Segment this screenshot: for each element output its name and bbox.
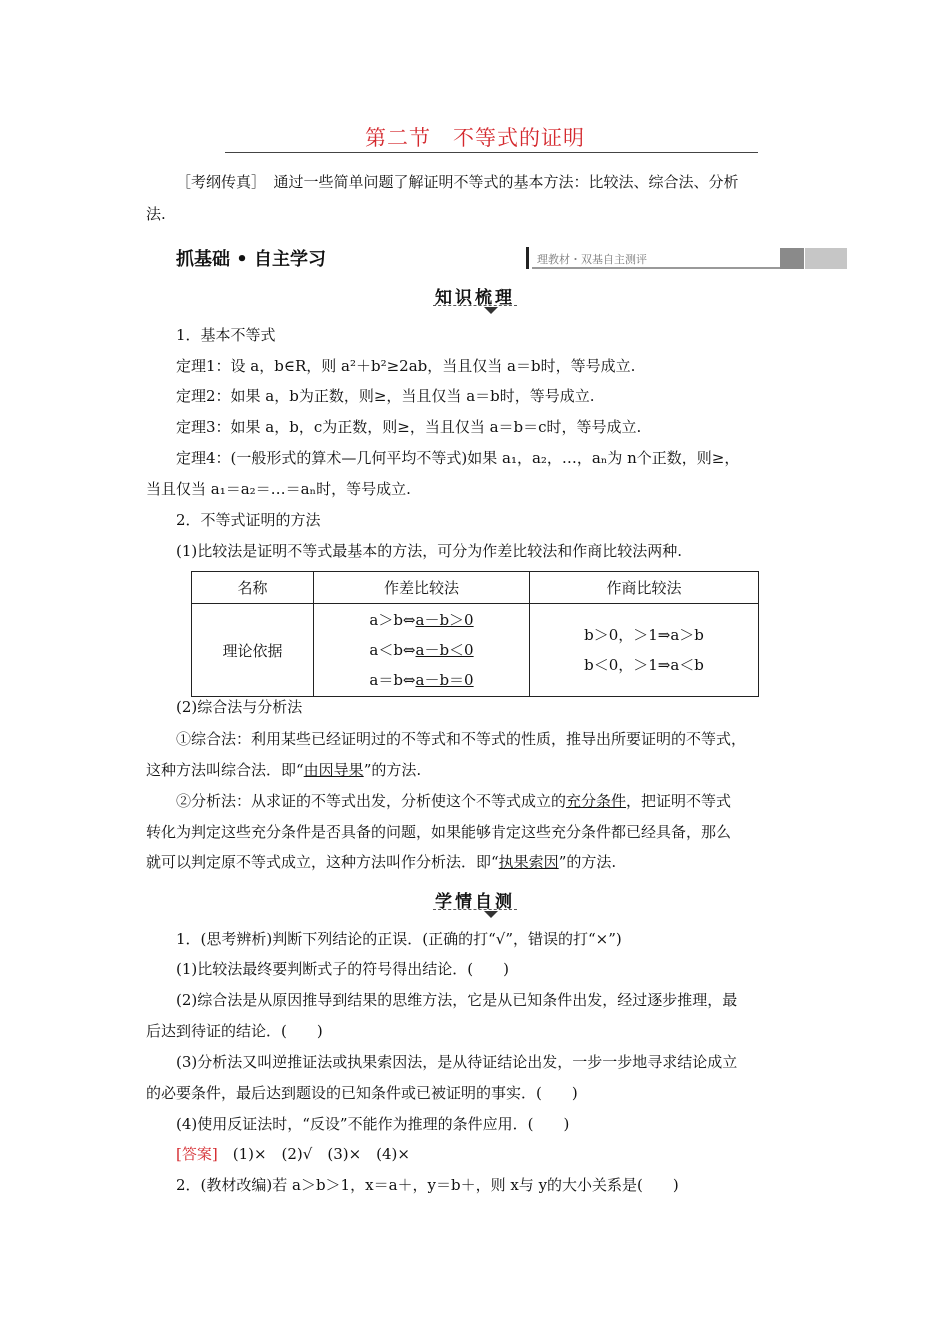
section-title-knowledge: 知识梳理 bbox=[435, 288, 515, 308]
analysis-line-1: ②分析法：从求证的不等式出发，分析使这个不等式成立的充分条件，把证明不等式 bbox=[176, 792, 732, 810]
table-header-quotient: 作商比较法 bbox=[530, 572, 759, 604]
question-2: 2．(教材改编)若 a＞b＞1，x＝a＋，y＝b＋，则 x与 y的大小关系是( ) bbox=[176, 1176, 679, 1194]
cause-to-effect-term: 由因导果 bbox=[303, 761, 364, 779]
answer-line bbox=[176, 1143, 410, 1165]
title-underline bbox=[225, 152, 758, 153]
question-1-2-line-2: 后达到待证的结论．( ) bbox=[146, 1022, 323, 1040]
section-banner bbox=[176, 245, 847, 271]
theorem-2: 定理2：如果 a，b为正数，则≥，当且仅当 a＝b时，等号成立. bbox=[176, 387, 595, 405]
banner-rule bbox=[532, 267, 780, 269]
question-1-4: (4)使用反证法时，“反设”不能作为推理的条件应用．( ) bbox=[176, 1115, 570, 1133]
difference-cell bbox=[314, 604, 530, 697]
theorem-4-line-1: 定理4：(一般形式的算术—几何平均不等式)如果 a₁，a₂，…，aₙ为 n个正数，则≥， bbox=[176, 449, 740, 467]
table-header-name: 名称 bbox=[192, 572, 314, 604]
methods-heading: 2．不等式证明的方法 bbox=[176, 511, 321, 529]
question-1: 1．(思考辨析)判断下列结论的正误．(正确的打“√”，错误的打“×”) bbox=[176, 930, 622, 948]
synthesis-line-1: ①综合法：利用某些已经证明过的不等式和不等式的性质，推导出所要证明的不等式， bbox=[176, 730, 747, 748]
theorem-3: 定理3：如果 a，b，c为正数，则≥，当且仅当 a＝b＝c时，等号成立. bbox=[176, 418, 642, 436]
quotient-row-negative: b＜0，＞1⇒a＜b bbox=[584, 656, 704, 674]
down-triangle-icon bbox=[484, 307, 498, 314]
compare-method-text: (1)比较法是证明不等式最基本的方法，可分为作差比较法和作商比较法两种. bbox=[176, 542, 683, 560]
theorem-1: 定理1：设 a，b∈R，则 a²＋b²≥2ab，当且仅当 a＝b时，等号成立. bbox=[176, 357, 636, 375]
banner-title: 抓基础 • 自主学习 bbox=[176, 249, 327, 270]
comparison-table bbox=[191, 571, 759, 697]
page-title: 第二节 不等式的证明 bbox=[365, 126, 585, 150]
down-triangle-icon bbox=[484, 911, 498, 918]
banner-block-light bbox=[805, 248, 847, 269]
basic-heading: 1．基本不等式 bbox=[176, 326, 276, 344]
difference-row-lt: a＜b⇔a－b＜0 bbox=[369, 641, 474, 659]
synthesis-line-2: 这种方法叫综合法．即“由因导果”的方法. bbox=[146, 761, 422, 779]
answer-text: (1)× (2)√ (3)× (4)× bbox=[217, 1145, 410, 1163]
synthesis-heading: (2)综合法与分析法 bbox=[176, 698, 303, 716]
section-title-selftest: 学情自测 bbox=[435, 892, 515, 912]
question-1-2-line-1: (2)综合法是从原因推导到结果的思维方法，它是从已知条件出发，经过逐步推理，最 bbox=[176, 991, 738, 1009]
banner-block-dark bbox=[780, 248, 804, 269]
difference-row-eq: a＝b⇔a－b＝0 bbox=[369, 671, 474, 689]
question-1-3-line-2: 的必要条件，最后达到题设的已知条件或已被证明的事实．( ) bbox=[146, 1084, 578, 1102]
effect-to-cause-term: 执果索因 bbox=[498, 853, 559, 871]
answer-label: [答案] bbox=[176, 1145, 218, 1163]
question-1-1: (1)比较法最终要判断式子的符号得出结论．( ) bbox=[176, 960, 509, 978]
analysis-line-3: 就可以判定原不等式成立，这种方法叫作分析法．即“执果索因”的方法. bbox=[146, 853, 617, 871]
quotient-cell bbox=[530, 604, 759, 697]
banner-subtitle: 理教材・双基自主测评 bbox=[537, 253, 647, 266]
intro-line-1: ［考纲传真］ 通过一些简单问题了解证明不等式的基本方法：比较法、综合法、分析 bbox=[176, 173, 739, 191]
theorem-4-line-2: 当且仅当 a₁＝a₂＝…＝aₙ时，等号成立. bbox=[146, 480, 411, 498]
analysis-line-2: 转化为判定这些充分条件是否具备的问题，如果能够肯定这些充分条件都已经具备，那么 bbox=[146, 823, 732, 841]
sufficient-condition-term: 充分条件 bbox=[566, 792, 627, 810]
table-row-label: 理论依据 bbox=[192, 604, 314, 697]
difference-row-gt: a＞b⇔a－b＞0 bbox=[369, 611, 474, 629]
section-title-dashline-2 bbox=[433, 909, 517, 910]
question-1-3-line-1: (3)分析法又叫逆推证法或执果索因法，是从待证结论出发，一步一步地寻求结论成立 bbox=[176, 1053, 738, 1071]
section-title-dashline bbox=[433, 305, 517, 306]
banner-divider bbox=[526, 247, 529, 269]
intro-line-2: 法. bbox=[146, 205, 166, 223]
quotient-row-positive: b＞0，＞1⇒a＞b bbox=[584, 626, 704, 644]
table-header-difference: 作差比较法 bbox=[314, 572, 530, 604]
